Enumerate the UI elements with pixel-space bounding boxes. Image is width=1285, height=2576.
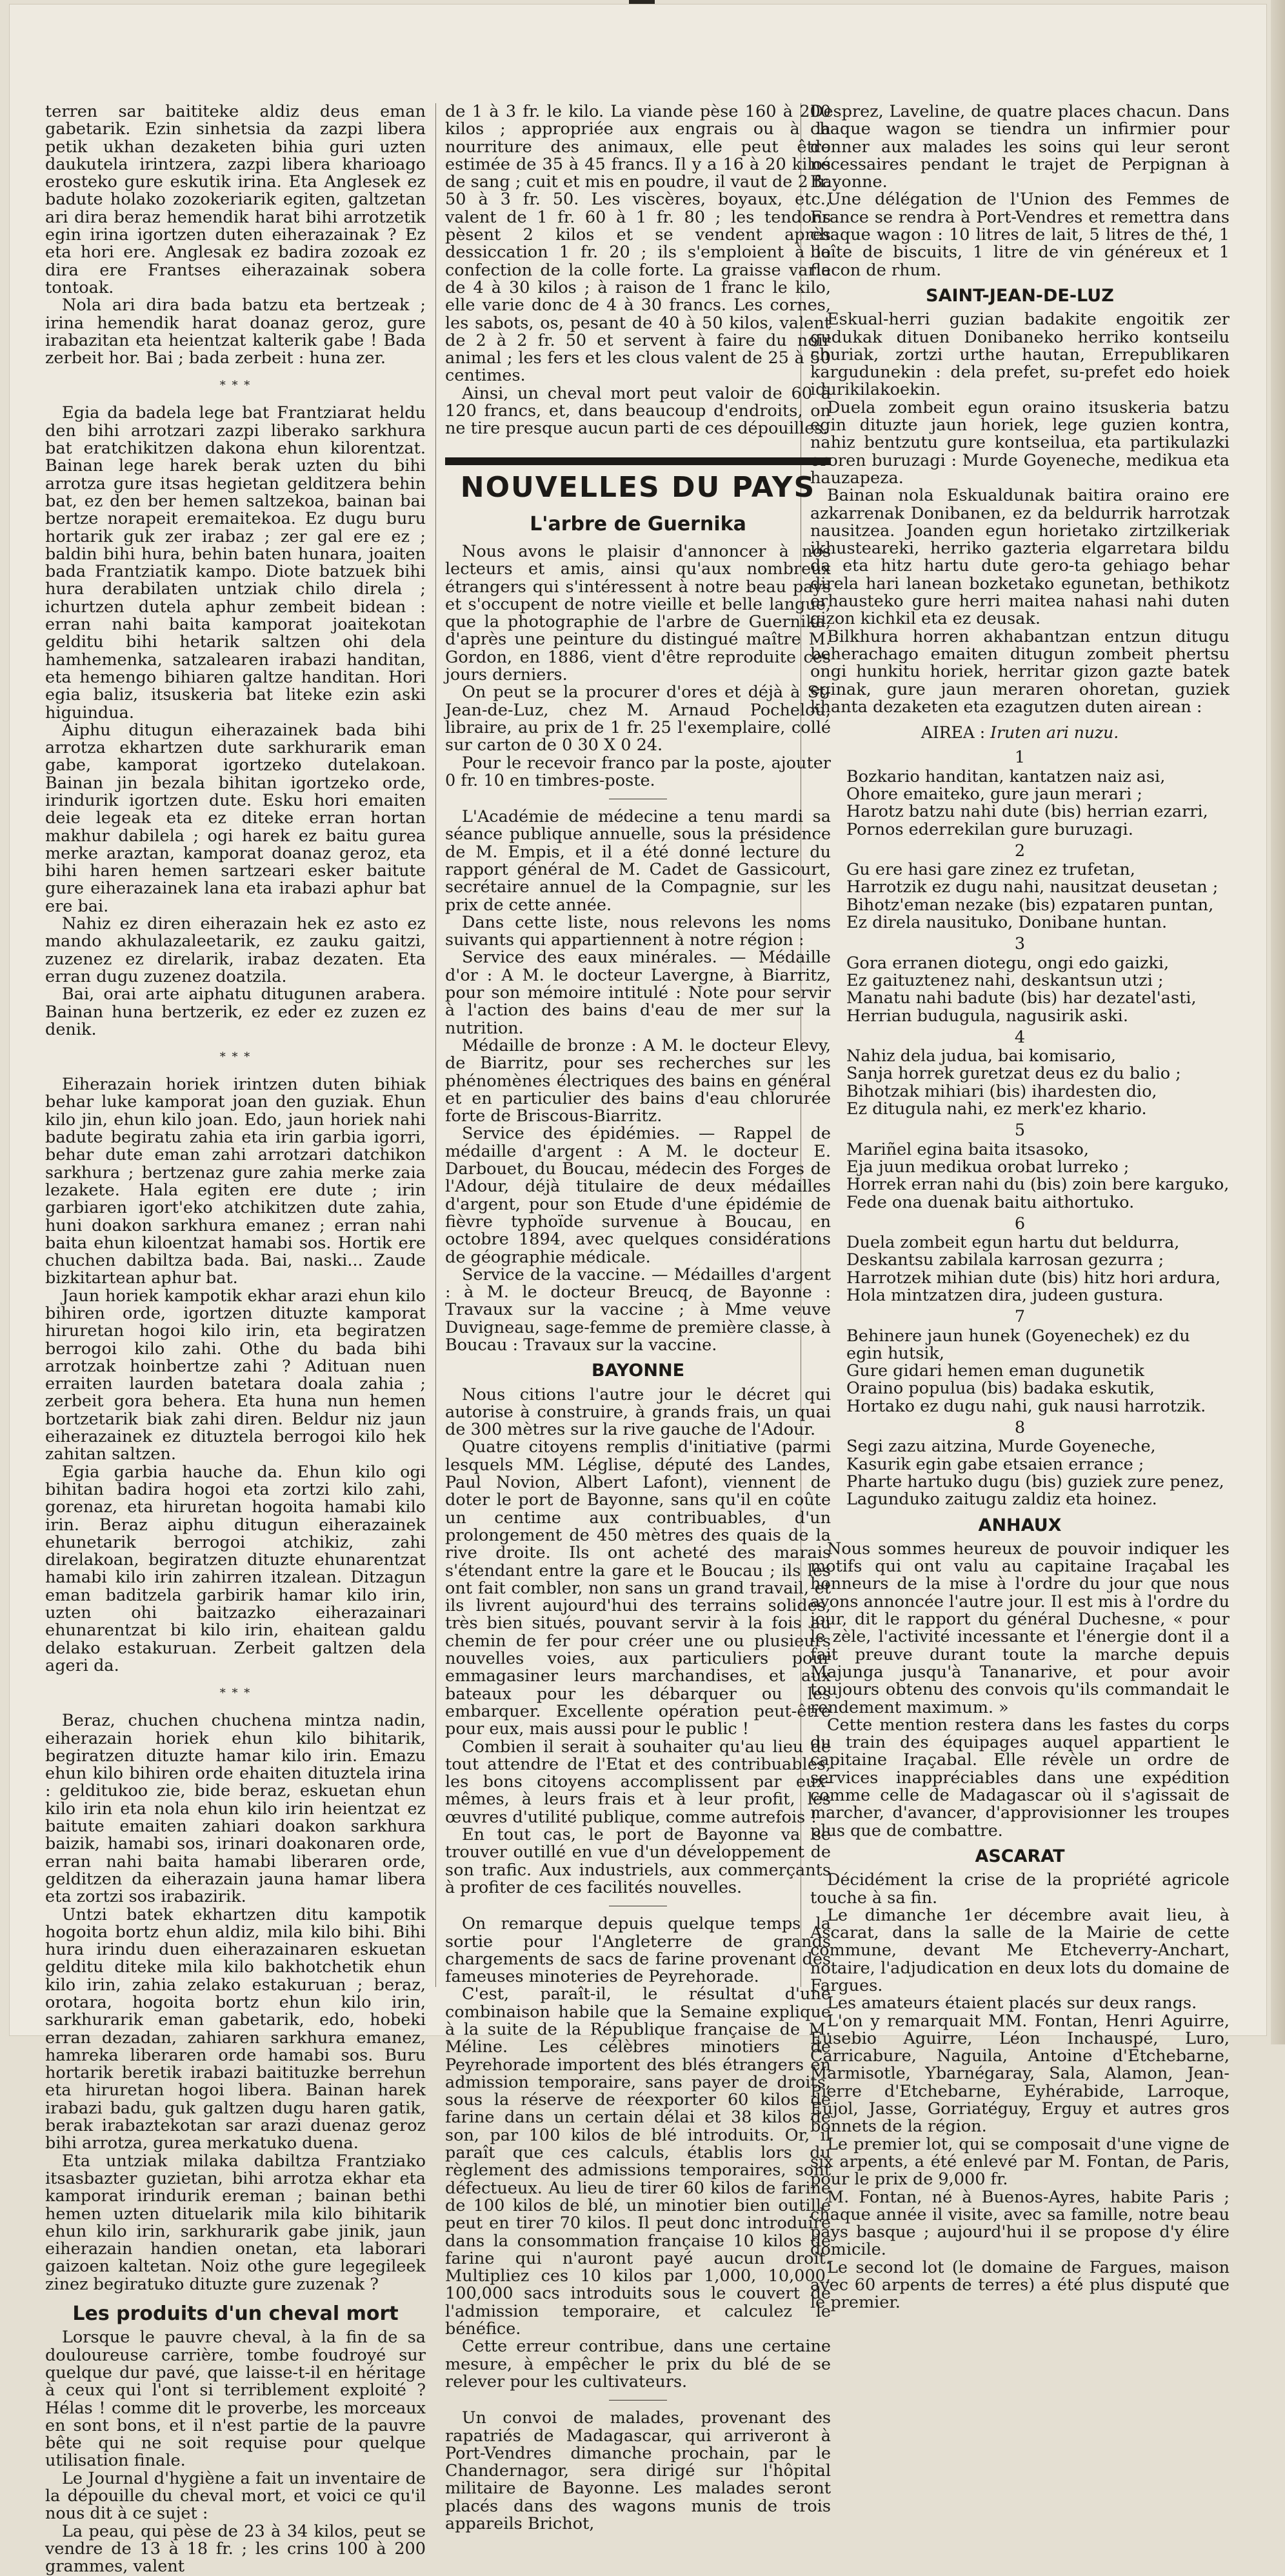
stanza-number: 2 [1014, 841, 1026, 861]
section-heading-bayonne: BAYONNE [591, 1361, 685, 1381]
paragraph: Décidément la crise de la propriété agricole touche à sa fin. [810, 1870, 1230, 1908]
paragraph: Beraz, chuchen chuchena mintza nadin, eiherazain horiek ehun kilo bihitarik, begiratzen dituzte hamar kilo irin. Emazu ehun kilo bihiren orde ehaiten dituztela irina : gelditukoo zie, bide beraz, eskuetan ehun kilo irin eta nola ehun kilo irin heientzat ez baitute emaiten zahiari doakon sarkhura baizik, hamabi sos, irinari doakonaren orde, erran nahi baita hamabi liberaren orde, gelditzen da eiherazain jauna hamar libera eta zortzi sos irabazirik. [45, 1711, 426, 1907]
paragraph: Egia garbia hauche da. Ehun kilo ogi bihitan badira hogoi eta zortzi kilo zahi, gorenaz, eta hiruretan hogoita hamabi kilo irin. Beraz aiphu ditugun eiherazainek ehunetarik berrogoi atchikiz, zahi direlakoan, begiratzen dituzte ehunarentzat hamabi kilo irin zahirren itzalean. Ditzagun eman baditzela garbirik hamar kilo irin, uzten ohi baitzazko eiherazainari ehunarentzat bi kilo irin, ehaitean galdu delako estakuruan. Zerbeit galtzen dela ageri da. [45, 1462, 426, 1675]
paragraph: Nous avons le plaisir d'annoncer à nos lecteurs et amis, ainsi qu'aux nombreux étrangers qui s'intéressent à notre beau pays et s'occupent de notre vieille et belle langue, que la photographie de l'arbre de Guernika, d'après une peinture du distingué maître M. Gordon, en 1886, vient d'être reproduite ces jours derniers. [445, 541, 831, 685]
separator-stars: * * * [219, 1050, 252, 1064]
verse-line: Pharte hartuko dugu (bis) guziek zure penez, [846, 1472, 1224, 1492]
verse-line: Segi zazu aitzina, Murde Goyeneche, [846, 1437, 1156, 1457]
section-heading-anhaux: ANHAUX [978, 1515, 1062, 1535]
page-edge [1271, 0, 1285, 2044]
paragraph: Eta untziak milaka dabiltza Frantziako itsasbazter guzietan, bihi arrotza ekhar eta kamporat irindurik ereman ; bainan bethi hemen uzten dituelarik mila kilo bihitarik ehun kilo irin, sarkhurarik gabe jinik, jaun eiherazain handien onetan, eta laborari gaizoen kaltetan. Noiz othe gure legegileek zinez begiratuko dituzte gure zuzenak ? [45, 2151, 426, 2294]
verse-line: Hola mintzatzen dira, judeen gustura. [846, 1286, 1164, 1305]
paragraph: Bilkhura horren akhabantzan entzun ditugu beherachago emaiten ditugun zombeit phertsu ongi hunkitu horiek, herritar gizon gazte batek eginak, gure jaun meraren ohoretan, guziek khanta dezaketen eta ezagutzen duten airean : [810, 626, 1230, 717]
verse-line: Oraino populua (bis) badaka eskutik, [846, 1379, 1155, 1399]
stanza-number: 4 [1014, 1027, 1026, 1047]
verse-line: Kasurik egin gabe etsaien errance ; [846, 1454, 1144, 1474]
verse-line: Deskantsu zabilala karrosan gezurra ; [846, 1250, 1164, 1270]
verse-line: Mariñel egina baita itsasoko, [846, 1139, 1090, 1159]
verse-line: Ez gaituztenez nahi, deskantsun utzi ; [846, 970, 1164, 990]
section-banner [445, 457, 831, 506]
separator-stars: * * * [219, 379, 252, 393]
verse-line: Ohore emaiteko, gure jaun merari ; [846, 784, 1142, 804]
paragraph: On remarque depuis quelque temps la sortie pour l'Angleterre de grands chargements de sacs de farine provenant des fameuses minoteries de Peyrehorade. [445, 1914, 831, 1987]
air-label: AIREA : [921, 723, 986, 743]
verse-line: Bozkario handitan, kantatzen naiz asi, [846, 766, 1166, 786]
paragraph: Bai, orai arte aiphatu ditugunen arabera. Bainan huna bertzerik, ez eder ez zuzen ez denik. [45, 984, 426, 1039]
paragraph: M. Fontan, né à Buenos-Ayres, habite Paris ; chaque année il visite, avec sa famille, notre beau pays basque ; aujourd'hui il se propose d'y élire domicile. [810, 2187, 1230, 2260]
verse-line: Horrek erran nahi du (bis) zoin bere karguko, [846, 1175, 1230, 1195]
article-title-guernika: L'arbre de Guernika [530, 512, 746, 535]
divider [609, 2400, 667, 2401]
column-3 [810, 102, 1230, 2313]
page-top-mark [629, 0, 655, 4]
paragraph: En tout cas, le port de Bayonne va se trouver outillé en vue d'un développement de son trafic. Aux industriels, aux commerçants à profiter de ces facilités nouvelles. [445, 1825, 831, 1897]
verse-line: Fede ona duenak baitu aithortuko. [846, 1192, 1135, 1212]
paragraph: Le dimanche 1er décembre avait lieu, à Ascarat, dans la salle de la Mairie de cette commune, devant Me Etcheverry-Anchart, notaire, l'adjudication en deux lots du domaine de Fargues. [810, 1905, 1230, 1995]
verse-line: Behinere jaun hunek (Goyenechek) ez du egin hutsik, [846, 1326, 1190, 1363]
song-air-line [810, 724, 1230, 741]
paragraph: Untzi batek ekhartzen ditu kampotik hogoita bortz ehun aldiz, mila kilo bihi. Bihi hura irindu duen eiherazainaren eskuetan gelditu diteke mila kilo bakhotchetik ehun kilo irin, zahia zelako estakuruan ; beraz, orotara, hogoita bortz ehun kilo irin, sarkhurarik eman gabetarik, edo, hobeki erran dezadan, zahiaren sarkhura emanez, hamreka liberaren orde hamabi sos. Buru hortarik beretik irabazi baitituzke berrehun eta hiruretan hogoi libera. Bainan harek irabazi badu, guk galtzen dugu haren gatik, berak irabaztekotan sar arazi duenaz geroz bihi arrotza, gurea merkatuko duena. [45, 1904, 426, 2153]
paragraph: Médaille de bronze : A M. le docteur Elevy, de Biarritz, pour ses recherches sur les phénomènes électriques des bains en général et en particulier des bains d'eau chlorurée forte de Briscous-Biarritz. [445, 1035, 831, 1126]
verse-line: Ez direla nausituko, Donibane huntan. [846, 913, 1168, 933]
paragraph: Duela zombeit egun oraino itsuskeria batzu egin dituzte jaun horiek, lege guzien kontra, nahiz bentzutu gure kontseilua, eta partikulazki ororen buruzagi : Murde Goyeneche, medikua eta hauzapeza. [810, 397, 1230, 488]
paragraph: Desprez, Laveline, de quatre places chacun. Dans chaque wagon se tiendra un infirmier pour donner aux malades les soins qui leur seront nécessaires pendant le trajet de Perpignan à Bayonne. [810, 102, 1230, 192]
paragraph: Egia da badela lege bat Frantziarat heldu den bihi arrotzari zazpi liberako sarkhura bat eratchikitzen dakona ehun kilorentzat. Bainan lege harek berak uzten du bihi arrotza gure itsas hegietan gelditzera behin bat, ez den ber hemen saltzekoa, bainan bai bertze norapeit eremaitekoa. Ez dugu buru hortarik guk zer irabaz ; zer gal ere ez ; baldin bihi hura, behin baten hunara, joaiten bada Frantziatik kampo. Diote batzuek bihi hura derabilaten untziak chilo direla ; ichurtzen dutela aphur zembeit bidean : erran nahi baita kamporat joaitekotan gelditu bihi hetarik saltzen ohi dela hamhemenka, satzalearen irabazi handitan, eta hemengo bihiaren galtze handitan. Hori egia baliz, itsuskeria bat liteke ezin aski higuindua. [45, 403, 426, 723]
paragraph: Eiherazain horiek irintzen duten bihiak behar luke kamporat joan den guziak. Ehun kilo jin, ehun kilo joan. Edo, jaun horiek nahi badute begiratu zahia eta irin garbia igorri, behar dute eman zahi arrotzari datchikon sarkhura ; bertzenaz gure zahia merke zaia lezakete. Hala egiten ere dute ; irin garbiaren igort'eko atchikitzen dute zahia, huni doakon sarkhura emanez ; erran nahi baita ehun kiloentzat hamabi sos. Hortik ere chuchen dabiltza bada. Bai, naski... Zaude bizkitartean aphur bat. [45, 1075, 426, 1288]
section-heading-ascarat: ASCARAT [975, 1846, 1065, 1866]
paragraph: Les amateurs étaient placés sur deux rangs. [827, 1993, 1197, 2013]
paragraph: Ainsi, un cheval mort peut valoir de 60 à 120 francs, et, dans beaucoup d'endroits, on ne tire presque aucun parti de ces dépouilles. [445, 383, 831, 439]
paragraph: Dans cette liste, nous relevons les noms suivants qui appartiennent à notre région : [445, 912, 831, 950]
paragraph: Nahiz ez diren eiherazain hek ez asto ez mando akhulazaleetarik, ez zauku gaitzi, zuzenez ez direlarik, irabaz dezaten. Eta erran dugu zuzenez doatzila. [45, 914, 426, 986]
verse-line: Bihotz'eman nezake (bis) ezpataren puntan, [846, 895, 1214, 915]
verse-line: Ez ditugula nahi, ez merk'ez khario. [846, 1099, 1147, 1119]
verse-line: Manatu nahi badute (bis) har dezatel'asti, [846, 988, 1197, 1008]
verse-line: Pornos ederrekilan gure buruzagi. [846, 819, 1133, 839]
paragraph: Cette mention restera dans les fastes du corps du train des équipages auquel appartient le capitaine Iraçabal. Elle révèle un ordre de services inappréciables dans une expédition comme celle de Madagascar où il s'agissait de marcher, d'avancer, d'approvisionner les troupes plus que de combattre. [810, 1715, 1230, 1841]
stanza-number: 3 [1014, 934, 1026, 954]
verse-line: Eja juun medikua orobat lurreko ; [846, 1157, 1130, 1177]
paragraph: terren sar baititeke aldiz deus eman gabetarik. Ezin sinhetsia da zazpi libera petik ukhan dezaketen bihia guri uzten daukutela irintzera, zazpi libera kharioago erosteko gure eskutik irina. Eta Anglesek ez badute holako zozokeriarik egiten, galtzetan ari dira beraz hemendik harat bihi arrotzetik egin irina igortzen duten eiherazainak ? Ez eta hori ere. Anglesak ez badira zozoak ez dira ere Frantses eiherazainak sobera tontoak. [45, 102, 426, 297]
paragraph: Le Journal d'hygiène a fait un inventaire de la dépouille du cheval mort, et voici ce qu'il nous dit à ce sujet : [45, 2468, 426, 2524]
paragraph: Bainan nola Eskualdunak baitira oraino ere azkarrenak Donibanen, ez da beldurrik harrotzak nausitzea. Joanden egun horietako zirtzilkeriak ikhusteareki, herriko gazteria elgarretara bildu da eta hitz hartu dute gero-ta gehiago behar direla hari lanean bozketako egunetan, bethikotz erhausteko gure herri maitea nahasi nahi duten gizon kichkil eta ez deusak. [810, 486, 1230, 629]
paragraph: Pour le recevoir franco par la poste, ajouter 0 fr. 10 en timbres-poste. [445, 753, 831, 790]
verse-line: Hortako ez dugu nahi, guk nausi harrotzik. [846, 1396, 1206, 1416]
paragraph: Quatre citoyens remplis d'initiative (parmi lesquels MM. Léglise, député des Landes, Paul Novion, Albert Lafont), viennent de doter le port de Bayonne, sans qu'il en coûte un centime aux contribuables, d'un prolongement de 450 mètres des quais de la rive droite. Ils ont acheté des marais s'étendant entre la gare et le Boucau ; ils les ont fait combler, non sans un grand travail, et ils livrent aujourd'hui des terrains solides, très bien situés, pouvant servir à la fois au chemin de fer pour créer une ou plusieurs nouvelles voies, aux particuliers pour emmagasiner leurs marchandises, et aux bateaux pour les débarquer ou les embarquer. Excellente opération peut-être pour eux, mais aussi pour le public ! [445, 1437, 831, 1739]
stanza-number: 8 [1014, 1418, 1026, 1438]
paragraph: Nola ari dira bada batzu eta bertzeak ; irina hemendik harat doanaz geroz, gure irabazitan eta heientzat kalterik gabe ! Bada zerbeit hor. Bai ; bada zerbeit : huna zer. [45, 295, 426, 368]
paragraph: Eskual-herri guzian badakite engoitik zer gudukak dituen Donibaneko herriko kontseilu churiak, zortzi urthe hautan, Errepublikaren kargudunekin : dela prefet, su-prefet edo hoiek idurikilakoekin. [810, 310, 1230, 400]
air-name: Iruten ari nuzu. [990, 723, 1119, 743]
paragraph: Combien il serait à souhaiter qu'au lieu de tout attendre de l'Etat et des contribuables, les bons citoyens accomplissent par eux-mêmes, à leurs frais et à leur profit, les œuvres d'utilité publique, comme autrefois ! [445, 1737, 831, 1827]
paragraph: On peut se la procurer d'ores et déjà à St-Jean-de-Luz, chez M. Arnaud Pochelou, libraire, au prix de 1 fr. 25 l'exemplaire, collé sur carton de 0 30 X 0 24. [445, 683, 831, 755]
column-1 [45, 102, 426, 2576]
column-2 [445, 102, 831, 2533]
stanza-number: 1 [1014, 748, 1026, 768]
paragraph: L'Académie de médecine a tenu mardi sa séance publique annuelle, sous la présidence de M. Empis, et il a été donné lecture du rapport général de M. Cadet de Gassicourt, secrétaire annuel de la Compagnie, sur les prix de cette année. [445, 807, 831, 915]
verse-line: Lagunduko zaitugu zaldiz eta hoinez. [846, 1490, 1157, 1510]
paragraph: Cette erreur contribue, dans une certaine mesure, à empêcher le prix du blé de se relever pour les cultivateurs. [445, 2337, 831, 2391]
paragraph: L'on y remarquait MM. Fontan, Henri Aguirre, Eusebio Aguirre, Léon Inchauspé, Luro, Carricabure, Naguila, Antoine d'Etchebarne, Marmisotle, Ybarnégaray, Sala, Alamon, Jean-Pierre d'Etchebarne, Eyhérabide, Larroque, Eujol, Jasse, Gorriatéguy, Erguy et autres gros bonnets de la région. [810, 2011, 1230, 2137]
paragraph: de 1 à 3 fr. le kilo. La viande pèse 160 à 200 kilos ; appropriée aux engrais ou à la nourriture des animaux, elle peut être estimée de 35 à 45 francs. Il y a 16 à 20 kilos de sang ; cuit et mis en poudre, il vaut de 2 fr. 50 à 3 fr. 50. Les viscères, boyaux, etc., valent de 1 fr. 60 à 1 fr. 80 ; les tendons pèsent 2 kilos et se vendent après dessiccation 1 fr. 20 ; ils s'emploient à la confection de la colle forte. La graisse varie de 4 à 30 kilos ; à raison de 1 franc le kilo, elle varie donc de 4 à 30 francs. Les cornes, les sabots, os, pesant de 40 à 50 kilos, valent de 2 à 2 fr. 50 et servent à faire du noir animal ; les fers et les clous valent de 25 à 50 centimes. [445, 102, 831, 386]
verse-line: Bihotzak mihiari (bis) ihardesten dio, [846, 1081, 1157, 1101]
verse-line: Gora erranen diotegu, ongi edo gaizki, [846, 953, 1170, 973]
section-title: NOUVELLES DU PAYS [460, 470, 816, 504]
paragraph: Un convoi de malades, provenant des rapatriés de Madagascar, qui arriveront à Port-Vendres dimanche prochain, par le Chandernagor, sera dirigé sur l'hôpital militaire de Bayonne. Les malades seront placés dans des wagons munis de trois appareils Brichot, [445, 2408, 831, 2533]
verse-line: Sanja horrek guretzat deus ez du balio ; [846, 1064, 1181, 1084]
paragraph: Service des épidémies. — Rappel de médaille d'argent : A M. le docteur E. Darbouet, du Boucau, médecin des Forges de l'Adour, déjà titulaire de deux médailles d'argent, pour son Etude d'une épidémie de fièvre typhoïde survenue à Boucau, en octobre 1894, avec quelques considérations de géographie médicale. [445, 1124, 831, 1267]
paragraph: Le second lot (le domaine de Fargues, maison avec 60 arpents de terres) a été plus disputé que le premier. [810, 2257, 1230, 2313]
paragraph: C'est, paraît-il, le résultat d'une combinaison habile que la Semaine explique à la suite de la République française de M. Méline. Les célèbres minotiers de Peyrehorade importent des blés étrangers en admission temporaire, sans payer de droits, sous la réserve de réexporter 60 kilos de farine dans un certain délai et 38 kilos de son, par 100 kilos de blé introduits. Or, il paraît que ces calculs, établis lors du règlement des admissions temporaires, sont défectueux. Au lieu de tirer 60 kilos de farine de 100 kilos de blé, un minotier bien outillé peut en tirer 70 kilos. Il peut donc introduire dans la consommation française 10 kilos de farine qui n'auront payé aucun droit. Multipliez ces 10 kilos par 1,000, 10,000, 100,000 sacs introduits sous le couvert de l'admission temporaire, et calculez le bénéfice. [445, 1984, 831, 2339]
verse-line: Gu ere hasi gare zinez ez trufetan, [846, 860, 1135, 880]
verse-line: Herrian budugula, nagusirik aski. [846, 1006, 1128, 1026]
paragraph: Une délégation de l'Union des Femmes de France se rendra à Port-Vendres et remettra dans chaque wagon : 10 litres de lait, 5 litres de thé, 1 boîte de biscuits, 1 litre de vin généreux et 1 flacon de rhum. [810, 190, 1230, 280]
paragraph: Lorsque le pauvre cheval, à la fin de sa douloureuse carrière, tombe foudroyé sur quelque dur pavé, que laisse-t-il en héritage à ceux qui l'ont si terriblement exploité ? Hélas ! comme dit le proverbe, les morceaux en sont bons, et il n'est partie de la pauvre bête qui ne soit requise pour quelque utilisation finale. [45, 2328, 426, 2471]
stanza-number: 7 [1014, 1307, 1026, 1327]
paragraph: Nous sommes heureux de pouvoir indiquer les motifs qui ont valu au capitaine Iraçabal les honneurs de la mise à l'ordre du jour que nous avons annoncée l'autre jour. Il est mis à l'ordre du jour, dit le rapport du général Duchesne, « pour le zèle, l'activité incessante et l'énergie dont il a fait preuve durant toute la marche depuis Majunga jusqu'à Tananarive, et pour avoir toujours obtenu des convois qu'ils commandait le rendement maximum. » [810, 1539, 1230, 1717]
verse-line: Harrotzik ez dugu nahi, nausitzat deusetan ; [846, 877, 1219, 897]
verse-line: Harotz batzu nahi dute (bis) herrian ezarri, [846, 802, 1208, 822]
stanza-number: 6 [1014, 1213, 1026, 1233]
paragraph: Le premier lot, qui se composait d'une vigne de six arpents, a été enlevé par M. Fontan, de Paris, pour le prix de 9,000 fr. [810, 2134, 1230, 2190]
song-stanzas [810, 749, 1230, 1508]
separator-stars: * * * [219, 1686, 252, 1701]
verse-line: Harrotzek mihian dute (bis) hitz hori ardura, [846, 1268, 1221, 1288]
paragraph: Jaun horiek kampotik ekhar arazi ehun kilo bihiren orde, igortzen dituzte kamporat hiruretan hogoi kilo irin, eta begiratzen berrogoi kilo zahi. Othe du bada bihi arrotzak hoinbertze zahi ? Adituan nuen erraiten laurden batetara doala zahia ; zerbeit gora behera. Eta huna nun hemen bortzetarik biak zahi diren. Beldur niz jaun eiherazainek ez dituztela berrogoi kilo hek zahitan saltzen. [45, 1286, 426, 1464]
section-heading-saint-jean-de-luz: SAINT-JEAN-DE-LUZ [926, 285, 1114, 306]
verse-line: Duela zombeit egun hartu dut beldurra, [846, 1233, 1180, 1253]
paragraph: Service de la vaccine. — Médailles d'argent : à M. le docteur Breucq, de Bayonne : Travaux sur la vaccine ; à Mme veuve Duvigneau, sage-femme de première classe, à Boucau : Travaux sur la vaccine. [445, 1264, 831, 1355]
paragraph: Nous citions l'autre jour le décret qui autorise à construire, à grands frais, un quai de 300 mètres sur la rive gauche de l'Adour. [445, 1384, 831, 1440]
paragraph: Service des eaux minérales. — Médaille d'or : A M. le docteur Lavergne, à Biarritz, pour son mémoire intitulé : Note pour servir à l'action des bains d'eau de mer sur la nutrition. [445, 948, 831, 1038]
paragraph: La peau, qui pèse de 23 à 34 kilos, peut se vendre de 13 à 18 fr. ; les crins 100 à 200 grammes, valent [45, 2521, 426, 2576]
paragraph: Aiphu ditugun eiherazainek bada bihi arrotza ekhartzen dute sarkhurarik eman gabe, kamporat igortzeko dutelakoan. Bainan jin bezala bihitan igortzeko orde, irindurik igortzen dute. Esku hori emaiten deie legeak eta ez diteke erran hortan makhur dabilela ; ogi harek ez baitu gurea merke araztan, kamporat doanaz geroz, eta bihi haren hemen sartzeari esker baitute gure eiherazainek lana eta irabazi aphur bat ere bai. [45, 720, 426, 916]
article-title-cheval: Les produits d'un cheval mort [72, 2302, 399, 2326]
verse-line: Gure gidari hemen eman dugunetik [846, 1361, 1144, 1381]
stanza-number: 5 [1014, 1121, 1026, 1141]
verse-line: Nahiz dela judua, bai komisario, [846, 1046, 1117, 1066]
column-rule-1 [435, 103, 436, 1987]
